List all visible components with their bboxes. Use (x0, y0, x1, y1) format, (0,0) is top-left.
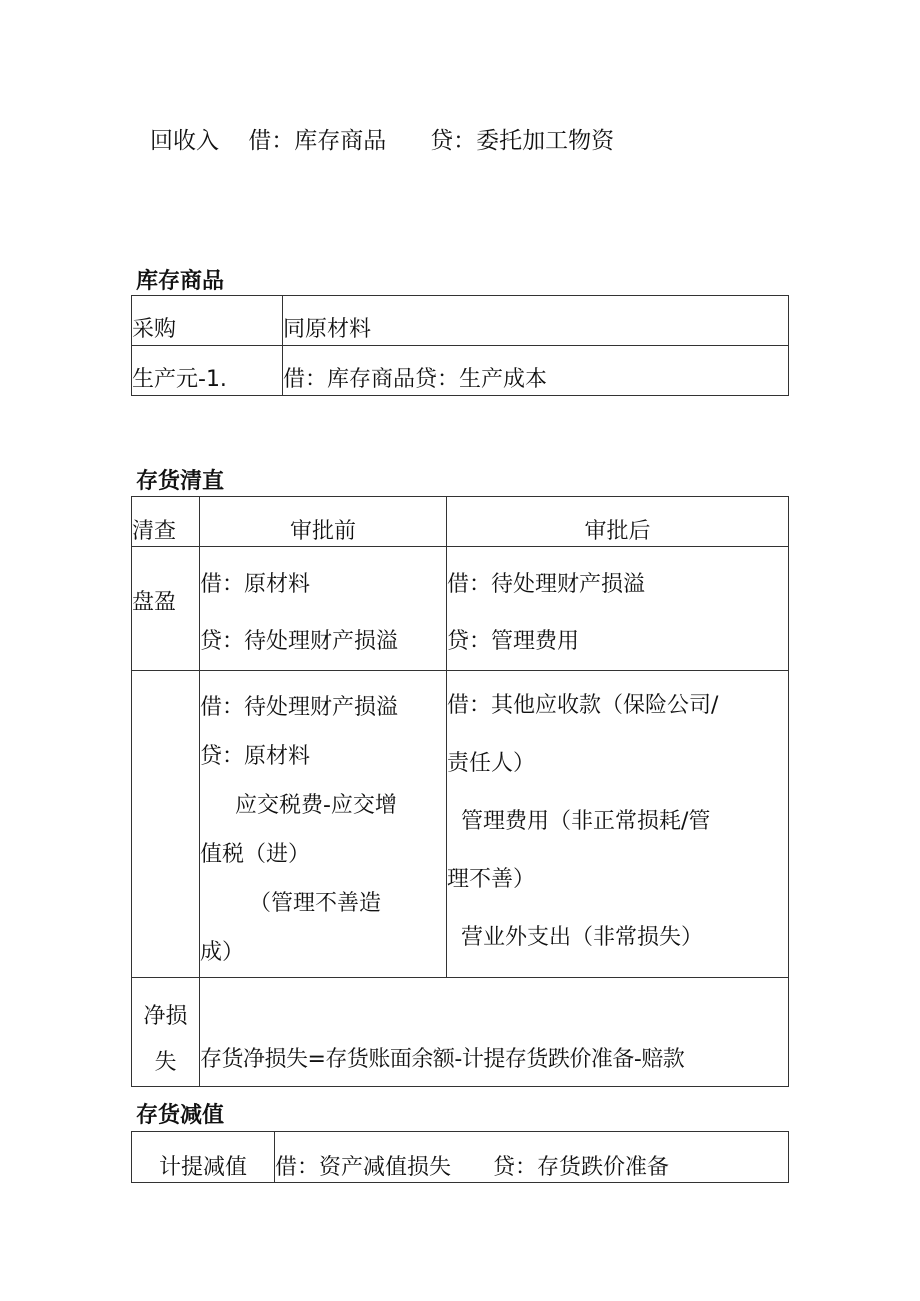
shortage-label (132, 671, 200, 978)
intro-line: 回收入 借：库存商品 贷：委托加工物资 (150, 128, 615, 154)
header-before: 审批前 (200, 497, 447, 547)
table-row-shortage (132, 671, 789, 978)
row-label: 采购 (132, 296, 283, 346)
inventory-impairment-table (131, 1131, 789, 1183)
section-title-inventory-goods: 库存商品 (136, 269, 225, 294)
inventory-goods-table (131, 295, 789, 396)
header-check: 清查 (132, 497, 200, 547)
section-title-inventory-impairment: 存货减值 (136, 1103, 225, 1128)
row-value: 借：库存商品贷：生产成本 (283, 346, 789, 396)
table-row-net-loss (132, 978, 789, 1087)
row-label: 生产元-1. (132, 346, 283, 396)
table-row (132, 1132, 789, 1183)
row-value: 借：资产减值损失 贷：存货跌价准备 (275, 1132, 789, 1183)
row-value: 同原材料 (283, 296, 789, 346)
table-row (132, 346, 789, 396)
shortage-after: 借：其他应收款（保险公司/ 责任人） 管理费用（非正常损耗/管 理不善） 营业外支出（非常损失） (447, 671, 789, 978)
inventory-check-table (131, 496, 789, 1087)
net-loss-formula: 存货净损失=存货账面余额-计提存货跌价准备-赔款 (200, 978, 789, 1087)
header-after: 审批后 (447, 497, 789, 547)
table-header-row (132, 497, 789, 547)
surplus-label: 盘盈 (132, 547, 200, 671)
row-label: 计提减值 (132, 1132, 275, 1183)
section-title-inventory-check: 存货清直 (136, 469, 225, 494)
surplus-after: 借：待处理财产损溢 贷：管理费用 (447, 547, 789, 671)
table-row (132, 296, 789, 346)
shortage-before: 借：待处理财产损溢 贷：原材料 应交税费-应交增 值税（进） （管理不善造 成） (200, 671, 447, 978)
surplus-before: 借：原材料 贷：待处理财产损溢 (200, 547, 447, 671)
net-loss-label: 净损 失 (132, 978, 200, 1087)
table-row-surplus (132, 547, 789, 671)
